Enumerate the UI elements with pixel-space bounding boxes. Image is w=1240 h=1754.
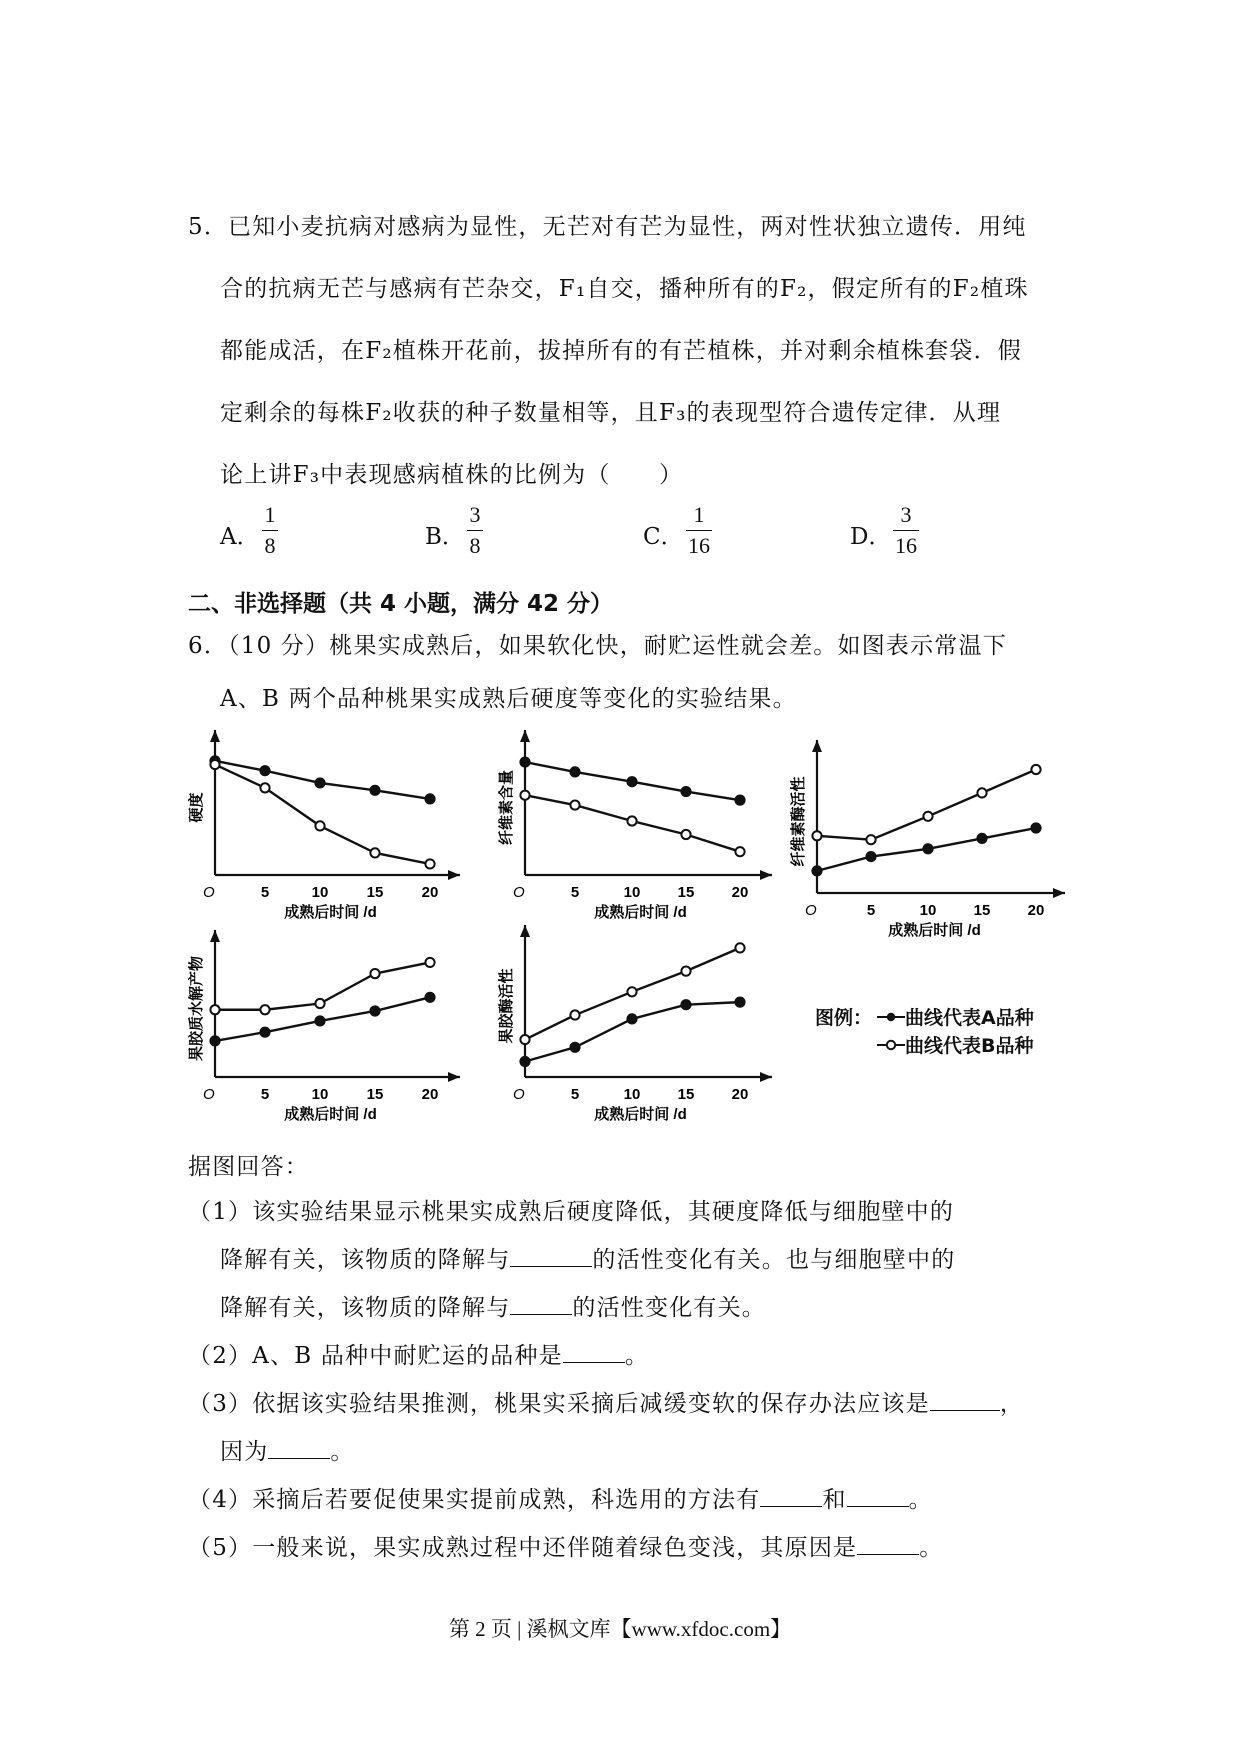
section-title: 二、非选择题（共 4 小题，满分 42 分） (188, 591, 614, 617)
answer-blank[interactable] (857, 1553, 919, 1555)
series-B-point (735, 847, 744, 856)
option-d-label: D． (850, 524, 892, 550)
y-axis-arrow-icon (812, 740, 822, 752)
series-A-line (525, 1002, 740, 1061)
series-B-point (370, 969, 379, 978)
series-B-point (260, 1005, 269, 1014)
answer-blank[interactable] (760, 1505, 822, 1507)
x-tick-label: 20 (1027, 902, 1045, 919)
series-A-point (570, 767, 579, 776)
chart-2 (497, 730, 772, 921)
filled-dot-marker-icon (877, 1010, 905, 1024)
series-B-point (370, 848, 379, 857)
x-tick-label: 20 (731, 884, 749, 901)
y-axis-label: 果胶质水解产物 (188, 955, 205, 1062)
y-axis-label: 硬度 (188, 792, 205, 823)
x-tick-label: 5 (260, 1086, 270, 1103)
option-a-denominator: 8 (264, 533, 276, 558)
series-B-point (627, 816, 636, 825)
x-tick-label: 10 (311, 1086, 329, 1103)
option-c-denominator: 16 (688, 533, 710, 558)
origin-label: O (513, 884, 525, 901)
series-A-point (866, 852, 875, 861)
x-axis-arrow-icon (760, 1072, 772, 1082)
series-B-point (425, 859, 434, 868)
series-B-point (977, 788, 986, 797)
x-axis-label: 成熟后时间 /d (594, 904, 687, 921)
option-a-label: A． (220, 524, 260, 550)
x-tick-label: 15 (677, 884, 695, 901)
y-axis-label: 纤维素酶活性 (790, 776, 807, 867)
series-B-point (812, 831, 821, 840)
x-tick-label: 20 (421, 884, 439, 901)
legend-b-label: 曲线代表B品种 (905, 1035, 1034, 1057)
y-axis-arrow-icon (520, 730, 530, 742)
x-axis-label: 成熟后时间 /d (284, 1106, 377, 1123)
answer-blank[interactable] (847, 1505, 909, 1507)
y-axis-arrow-icon (520, 925, 530, 937)
answer-5: （5）一般来说，果实成熟过程中还伴随着绿色变浅，其原因是 。 (188, 1535, 944, 1561)
x-tick-label: 15 (973, 902, 991, 919)
q5-line-4: 定剩余的每株F₂收获的种子数量相等，且F₃的表现型符合遗传定律．从理 (220, 400, 1002, 426)
series-B-point (923, 812, 932, 821)
series-A-point (812, 866, 821, 875)
option-d-fraction (893, 502, 919, 559)
answer-blank[interactable] (510, 1265, 592, 1267)
series-B-point (260, 783, 269, 792)
series-A-point (681, 1000, 690, 1009)
answer-blank[interactable] (268, 1457, 330, 1459)
x-axis-arrow-icon (760, 870, 772, 880)
x-tick-label: 10 (623, 884, 641, 901)
series-B-point (570, 800, 579, 809)
x-axis-label: 成熟后时间 /d (594, 1106, 687, 1123)
chart-4 (187, 930, 460, 1123)
x-tick-label: 10 (919, 902, 937, 919)
series-B-point (627, 987, 636, 996)
option-a-numerator: 1 (264, 502, 276, 527)
series-A-point (977, 834, 986, 843)
y-axis-arrow-icon (210, 930, 220, 942)
x-tick-label: 5 (570, 1086, 580, 1103)
answer-3-line-2: 因为 。 (220, 1439, 355, 1465)
x-axis-arrow-icon (1053, 888, 1065, 898)
series-A-point (923, 844, 932, 853)
page-footer: 第 2 页 | 溪枫文库【www.xfdoc.com】 (448, 1617, 792, 1641)
q5-line-2: 合的抗病无芒与感病有芒杂交，F₁自交，播种所有的F₂，假定所有的F₂植珠 (220, 276, 1029, 302)
series-A-point (681, 787, 690, 796)
answer-4: （4）采摘后若要促使果实提前成熟，科选用的方法有 和 。 (188, 1487, 933, 1513)
series-B-point (520, 1035, 529, 1044)
series-A-point (260, 1028, 269, 1037)
q5-line-1: 5．已知小麦抗病对感病为显性，无芒对有芒为显性，两对性状独立遗传．用纯 (188, 214, 1027, 240)
option-d-denominator: 16 (895, 533, 917, 558)
option-b-label: B． (425, 524, 465, 550)
origin-label: O (203, 884, 215, 901)
option-c-numerator: 1 (693, 502, 705, 527)
answer-blank[interactable] (930, 1409, 1000, 1411)
x-tick-label: 15 (677, 1086, 695, 1103)
y-axis-label: 果胶酶活性 (498, 968, 515, 1044)
series-A-point (370, 1006, 379, 1015)
q6-line-2: A、B 两个品种桃果实成熟后硬度等变化的实验结果。 (220, 686, 797, 712)
x-axis-arrow-icon (448, 870, 460, 880)
series-A-point (520, 1057, 529, 1066)
series-A-point (315, 778, 324, 787)
series-B-point (735, 943, 744, 952)
x-axis-label: 成熟后时间 /d (284, 904, 377, 921)
x-tick-label: 10 (623, 1086, 641, 1103)
x-axis-label: 成熟后时间 /d (888, 922, 981, 939)
series-B-point (315, 999, 324, 1008)
option-b-denominator: 8 (469, 533, 481, 558)
x-tick-label: 5 (866, 902, 876, 919)
option-d-numerator: 3 (900, 502, 912, 527)
x-tick-label: 15 (366, 1086, 384, 1103)
option-b-numerator: 3 (469, 502, 481, 527)
answer-1-line-3: 降解有关，该物质的降解与 的活性变化有关。 (220, 1295, 767, 1321)
chart-1 (187, 730, 460, 921)
series-A-point (210, 1036, 219, 1045)
x-tick-label: 20 (421, 1086, 439, 1103)
series-B-point (210, 760, 219, 769)
series-A-point (1031, 823, 1040, 832)
answer-blank[interactable] (563, 1361, 625, 1363)
option-a-fraction (262, 502, 278, 559)
series-A-point (370, 786, 379, 795)
y-axis-arrow-icon (210, 730, 220, 742)
x-tick-label: 20 (731, 1086, 749, 1103)
series-A-point (627, 777, 636, 786)
series-B-point (866, 835, 875, 844)
series-A-point (735, 796, 744, 805)
q6-line-1: 6．（10 分）桃果实成熟后，如果软化快，耐贮运性就会差。如图表示常温下 (188, 633, 1007, 659)
x-tick-label: 5 (260, 884, 270, 901)
series-A-point (425, 794, 434, 803)
y-axis-label: 纤维素含量 (498, 769, 515, 846)
series-A-point (315, 1016, 324, 1025)
series-A-point (570, 1043, 579, 1052)
x-tick-label: 10 (311, 884, 329, 901)
option-b-fraction (467, 502, 483, 559)
x-tick-label: 5 (570, 884, 580, 901)
series-A-point (735, 998, 744, 1007)
series-A-point (260, 766, 269, 775)
series-B-point (681, 830, 690, 839)
series-B-point (210, 1005, 219, 1014)
answer-2: （2）A、B 品种中耐贮运的品种是 。 (188, 1343, 650, 1369)
legend-title: 图例： (815, 1007, 873, 1029)
answer-blank[interactable] (510, 1313, 572, 1315)
hollow-dot-marker-icon (877, 1038, 905, 1052)
series-A-point (520, 757, 529, 766)
series-A-point (425, 993, 434, 1002)
series-B-point (425, 958, 434, 967)
series-B-point (315, 821, 324, 830)
figure-panel (0, 715, 1240, 1135)
answer-1-line-1: （1）该实验结果显示桃果实成熟后硬度降低，其硬度降低与细胞壁中的 (188, 1199, 955, 1225)
origin-label: O (203, 1086, 215, 1103)
chart-5 (497, 925, 772, 1123)
legend-a-label: 曲线代表A品种 (905, 1007, 1034, 1029)
series-A-point (627, 1014, 636, 1023)
x-tick-label: 15 (366, 884, 384, 901)
chart-3 (789, 740, 1065, 939)
origin-label: O (513, 1086, 525, 1103)
answer-1-line-2: 降解有关，该物质的降解与 的活性变化有关。也与细胞壁中的 (220, 1247, 956, 1273)
answer-intro: 据图回答： (188, 1154, 309, 1180)
series-B-point (681, 967, 690, 976)
series-B-line (817, 770, 1036, 840)
origin-label: O (805, 902, 817, 919)
option-c-label: C． (643, 524, 684, 550)
option-c-fraction (686, 502, 712, 559)
answer-3-line-1: （3）依据该实验结果推测，桃果实采摘后减缓变软的保存办法应该是 ， (188, 1391, 1025, 1417)
series-B-point (520, 791, 529, 800)
q5-line-3: 都能成活，在F₂植株开花前，拔掉所有的有芒植株，并对剩余植株套袋．假 (220, 338, 1022, 364)
x-axis-arrow-icon (448, 1072, 460, 1082)
q5-line-5: 论上讲F₃中表现感病植株的比例为（ ） (220, 462, 684, 488)
series-B-point (570, 1010, 579, 1019)
series-B-point (1031, 765, 1040, 774)
